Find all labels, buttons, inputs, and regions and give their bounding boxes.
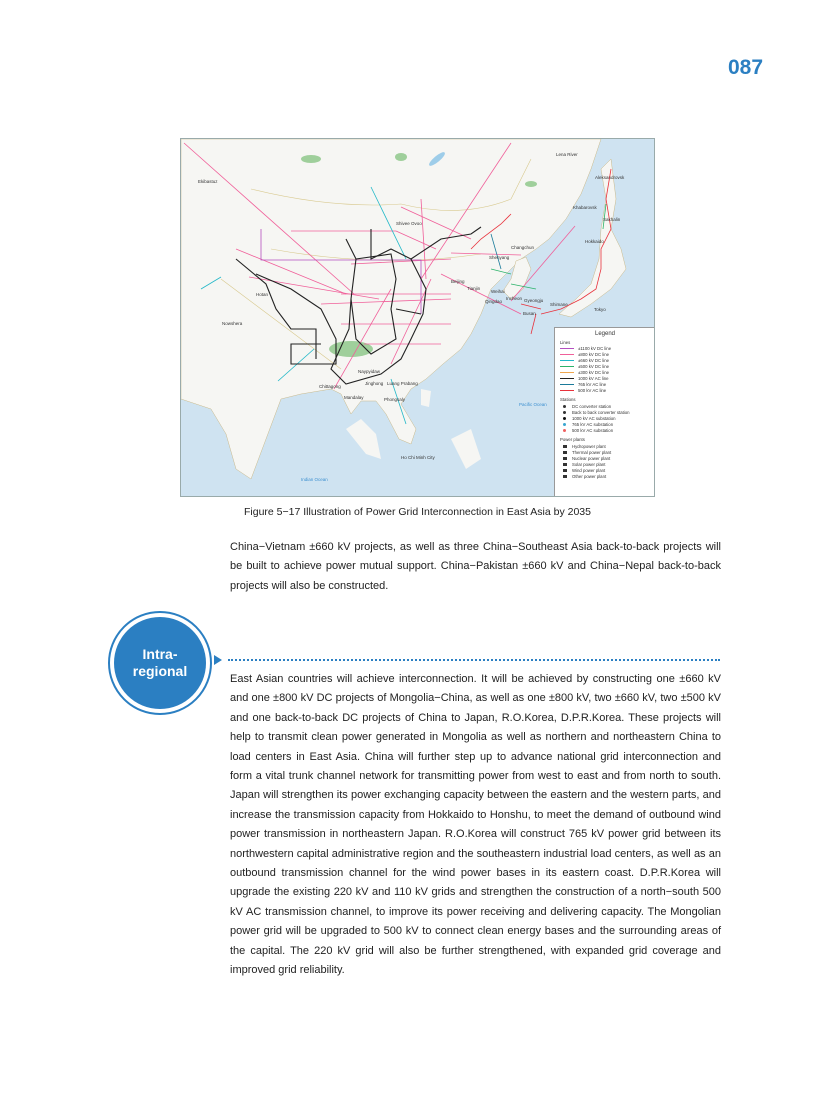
legend-station-label: 765 kV AC substation <box>572 421 614 427</box>
legend-line-label: ±1100 kV DC line <box>578 345 612 351</box>
map-label-changchun: Changchun <box>511 245 535 250</box>
section-badge <box>108 611 212 715</box>
plant-icon <box>563 469 567 472</box>
map-label-weihai: Weihai <box>491 289 505 294</box>
plant-icon <box>563 475 567 478</box>
map-label-shenyang: Shenyang <box>489 255 510 260</box>
section-body: East Asian countries will achieve interconnection. It will be achieved by constructing one ±660 kV and one ±800 kV DC projects of Mongolia−China, as well as one ±800 kV, two ±660 kV, two ±500 kV and one back-to-back DC projects of China to Japan, R.O.Korea, D.P.R.Korea. These projects will help to transmit clean power generated in Mongolia as well as northern and northeastern China to load centers in East Asia. China will further step up to advance national grid interconnection and form a vital trunk channel network for transmitting power from west to east and from north to south. Japan will strengthen its power exchanging capacity between the eastern and the western parts, and increase the transmission capacity from Hokkaido to Honshu, to meet the demand of outbound wind power transmission in northeastern Japan. R.O.Korea will construct 765 kV power grid between its northwestern capital administrative region and the southeastern industrial load centers, as well as an outbound transmission channel for the wind power bases in its eastern coast. D.P.R.Korea will upgrade the existing 220 kV and 110 kV grids and strengthen the construction of a north−south 500 kV AC transmission channel, to improve its power receiving and delivering capacity. The Mongolian power grid will be upgraded to 500 kV to connect clean energy bases and the surrounding areas of the capital. The 220 kV grid will also be further strengthened, with expanded grid coverage and improved grid reliability. <box>230 673 721 977</box>
legend-stations-title: Stations <box>560 397 576 402</box>
map-label-luang: Luang Prabang <box>387 381 418 386</box>
station-dot-icon <box>563 423 566 426</box>
map-label-gyeongju: Gyeongju <box>524 298 544 303</box>
legend-plant-item <box>560 473 650 479</box>
line-swatch <box>560 378 574 379</box>
legend-line-label: 1000 kV AC line <box>578 375 609 381</box>
page-number: 087 <box>728 56 764 79</box>
plant-icon <box>563 451 567 454</box>
plant-icon <box>563 445 567 448</box>
legend-station-item <box>560 427 650 433</box>
badge-line-2: regional <box>132 663 188 679</box>
station-dot-icon <box>563 417 566 420</box>
legend-line-label: 765 kV AC line <box>578 381 607 387</box>
legend-plant-label: Solar power plant <box>572 461 606 467</box>
map-label-pacific: Pacific Ocean <box>519 402 547 407</box>
legend-line-label: ±800 kV DC line <box>578 351 610 357</box>
map-label-qingdao: Qingdao <box>485 299 503 304</box>
map-label-indian: Indian Ocean <box>301 477 328 482</box>
figure-caption: Figure 5−17 Illustration of Power Grid Interconnection in East Asia by 2035 <box>244 506 591 518</box>
map-label-lena: Lena River <box>556 152 578 157</box>
legend-plant-label: Other power plant <box>572 473 607 479</box>
intro-paragraph: China−Vietnam ±660 kV projects, as well as three China−Southeast Asia back-to-back projects will be built to achieve power mutual support. China−Pakistan ±660 kV and China−Nepal back-to-back projects will also be constructed. <box>230 541 721 592</box>
line-swatch <box>560 384 574 385</box>
map-label-phongsaly: Phongsaly <box>384 397 406 402</box>
line-swatch <box>560 348 574 349</box>
legend-lines-title: Lines <box>560 340 571 345</box>
map-label-beijing: Beijing <box>451 279 465 284</box>
map-label-busan: Busan <box>523 311 536 316</box>
line-swatch <box>560 390 574 391</box>
legend-station-label: Back to back converter station <box>572 409 630 415</box>
legend-plant-label: Thermal power plant <box>572 449 612 455</box>
map-label-tokyo: Tokyo <box>594 307 606 312</box>
triangle-arrow-icon <box>214 655 222 665</box>
station-dot-icon <box>563 411 566 414</box>
station-dot-icon <box>563 405 566 408</box>
legend-title: Legend <box>594 331 616 337</box>
badge-line-1: Intra- <box>142 646 178 662</box>
legend-station-label: 500 kV AC substation <box>572 427 614 433</box>
legend-plant-label: Hydropower plant <box>572 443 606 449</box>
map-legend <box>554 327 655 497</box>
legend-line-label: ±660 kV DC line <box>578 357 610 363</box>
map-label-incheon: Incheon <box>506 296 523 301</box>
map-label-khabarovsk: Khabarovsk <box>573 205 597 210</box>
map-label-chittagong: Chittagong <box>319 384 341 389</box>
station-dot-icon <box>563 429 566 432</box>
legend-plant-label: Nuclear power plant <box>572 455 611 461</box>
legend-line-label: 500 kV AC line <box>578 387 607 393</box>
plant-icon <box>563 457 567 460</box>
line-swatch <box>560 360 574 361</box>
legend-plant-label: Wind power plant <box>572 467 606 473</box>
line-swatch <box>560 372 574 373</box>
map-label-hokkaido: Hokkaido <box>585 239 604 244</box>
legend-line-label: ±500 kV DC line <box>578 363 610 369</box>
power-grid-map <box>180 138 655 497</box>
map-label-ekibastuz: Ekibastuz <box>198 179 218 184</box>
map-label-nowshera: Nowshera <box>222 321 243 326</box>
line-swatch <box>560 366 574 367</box>
dotted-divider <box>228 659 720 661</box>
legend-line-item <box>560 387 650 393</box>
legend-station-label: 1000 kV AC substation <box>572 415 616 421</box>
map-label-mandalay: Mandalay <box>344 395 364 400</box>
map-label-hcmc: Ho Chi Minh City <box>401 455 435 460</box>
legend-line-label: ±300 kV DC line <box>578 369 610 375</box>
map-label-naypyidaw: Naypyidaw <box>358 369 381 374</box>
plant-icon <box>563 463 567 466</box>
map-label-hotan: Hotan <box>256 292 269 297</box>
map-label-shivee: Shivee Ovoo <box>396 221 422 226</box>
map-label-aleksandrovsk: Aleksandrovsk <box>595 175 625 180</box>
map-label-jinghong: Jinghong <box>365 381 384 386</box>
legend-station-label: DC converter station <box>572 403 612 409</box>
map-label-shimane: Shimane <box>550 302 568 307</box>
map-label-tianjin: Tianjin <box>467 286 481 291</box>
map-label-sakhalin: Sakhalin <box>603 217 621 222</box>
legend-plants-title: Power plants <box>560 437 585 442</box>
line-swatch <box>560 354 574 355</box>
